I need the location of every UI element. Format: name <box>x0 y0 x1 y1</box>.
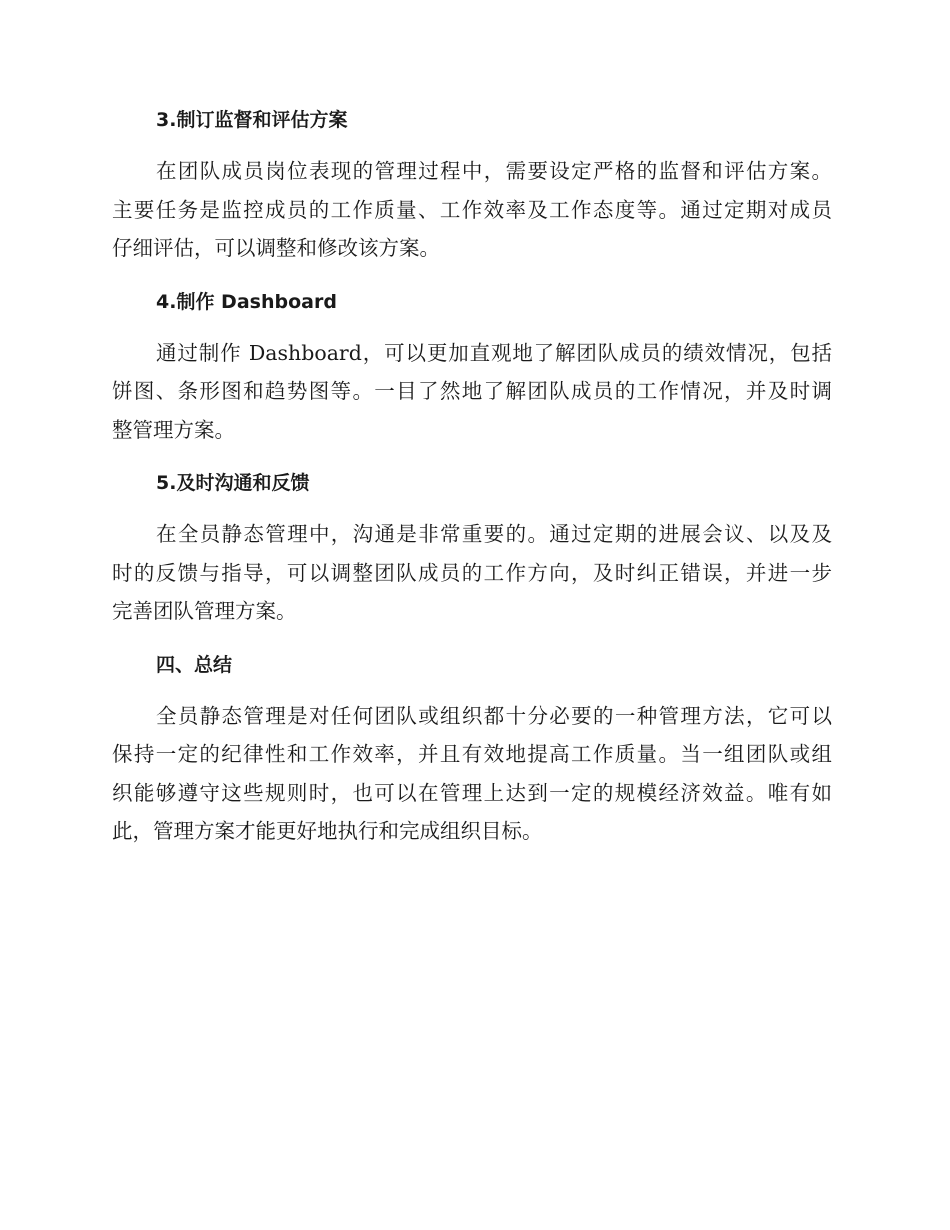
section-heading: 5.及时沟通和反馈 <box>156 472 310 494</box>
paragraph-line: 织能够遵守这些规则时，也可以在管理上达到一定的规模经济效益。唯有如 <box>112 780 832 805</box>
paragraph-line: 全员静态管理是对任何团队或组织都十分必要的一种管理方法，它可以 <box>156 703 832 728</box>
paragraph-line: 仔细评估，可以调整和修改该方案。 <box>112 236 440 260</box>
section-heading: 四、总结 <box>156 653 233 676</box>
section-summary <box>112 651 832 851</box>
paragraph-line: 在团队成员岗位表现的管理过程中，需要设定严格的监督和评估方案。 <box>156 159 832 183</box>
section-paragraph <box>112 697 832 851</box>
document-page <box>112 106 832 871</box>
paragraph-line: 此，管理方案才能更好地执行和完成组织目标。 <box>112 819 543 843</box>
paragraph-line: 时的反馈与指导，可以调整团队成员的工作方向，及时纠正错误，并进一步 <box>112 560 832 585</box>
section-heading: 4.制作 Dashboard <box>156 290 337 313</box>
paragraph-line: 保持一定的纪律性和工作效率，并且有效地提高工作质量。当一组团队或组 <box>112 742 832 766</box>
paragraph-line: 主要任务是监控成员的工作质量、工作效率及工作态度等。通过定期对成员 <box>112 197 832 222</box>
section-communication <box>112 469 832 631</box>
section-dashboard <box>112 288 832 450</box>
section-heading: 3.制订监督和评估方案 <box>156 109 348 131</box>
section-paragraph <box>112 334 832 450</box>
section-paragraph <box>112 152 832 268</box>
paragraph-line: 饼图、条形图和趋势图等。一目了然地了解团队成员的工作情况，并及时调 <box>112 379 832 403</box>
section-paragraph <box>112 515 832 631</box>
paragraph-line: 在全员静态管理中，沟通是非常重要的。通过定期的进展会议、以及及 <box>156 522 832 546</box>
paragraph-line: 完善团队管理方案。 <box>112 599 297 623</box>
paragraph-line: 通过制作 Dashboard，可以更加直观地了解团队成员的绩效情况，包括 <box>156 340 832 365</box>
section-monitoring <box>112 106 832 268</box>
paragraph-line: 整管理方案。 <box>112 417 235 442</box>
